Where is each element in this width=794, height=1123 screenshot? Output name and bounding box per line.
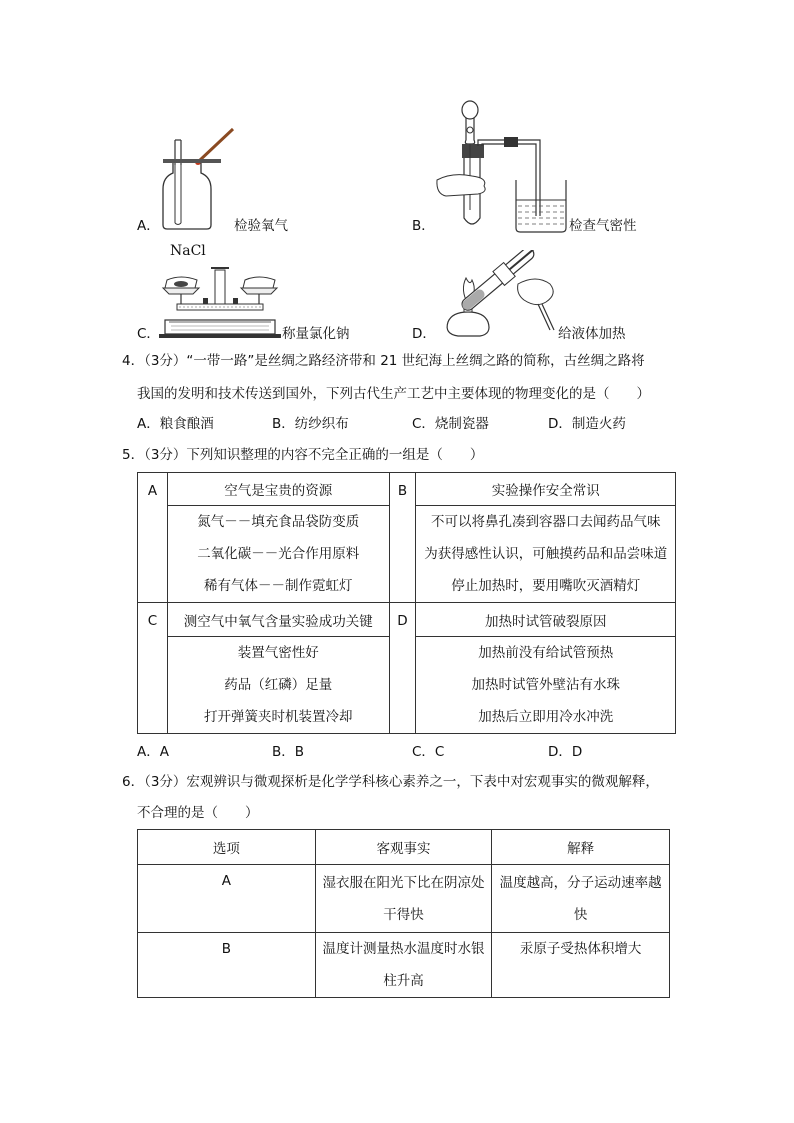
q6-row-b-fact-line: 柱升高 — [383, 973, 424, 989]
q6-row-a-fact — [315, 865, 492, 933]
q3-option-c-letter: C． — [137, 326, 160, 342]
q5-knowledge-table — [137, 472, 676, 734]
q5-block-b-content — [416, 506, 676, 603]
q5-block-c-content — [167, 637, 389, 734]
q5-block-a-content — [167, 506, 389, 603]
table-row — [138, 865, 670, 933]
q5-option-b: B．B — [272, 744, 305, 760]
q5-block-d-line: 加热后立即用冷水冲洗 — [478, 709, 614, 725]
q5-block-d-content — [416, 637, 676, 734]
q4-option-c: C．烧制瓷器 — [412, 416, 489, 432]
q4-option-d: D．制造火药 — [548, 416, 626, 432]
q6-stem-line1: 6．（3分）宏观辨识与微观探析是化学学科核心素养之一，下表中对宏观事实的微观解释， — [122, 774, 659, 790]
balance-illustration — [155, 258, 285, 340]
q6-row-a-explanation — [492, 865, 670, 933]
q3-option-a-caption: 检验氧气 — [234, 218, 288, 234]
q5-block-d-title: 加热时试管破裂原因 — [416, 603, 676, 637]
q5-block-c-line: 装置气密性好 — [237, 645, 319, 661]
q6-row-b-fact — [315, 933, 492, 998]
q3-option-c-caption: 称量氯化钠 — [282, 326, 350, 342]
q5-option-a: A．A — [137, 744, 169, 760]
q6-row-a-option: A — [138, 865, 316, 933]
q6-row-a-explanation-line: 温度越高，分子运动速率越 — [499, 874, 662, 891]
q5-block-b-line: 不可以将鼻孔凑到容器口去闻药品气味 — [430, 514, 661, 530]
q6-stem-line2: 不合理的是（ ） — [137, 805, 259, 821]
q6-row-b-explanation-line: 汞原子受热体积增大 — [519, 941, 642, 957]
q5-block-b-line: 停止加热时，要用嘴吹灭酒精灯 — [451, 578, 641, 594]
q3-option-b-caption: 检查气密性 — [569, 218, 637, 234]
q4-option-a: A．粮食酿酒 — [137, 416, 214, 432]
q6-header-option: 选项 — [138, 830, 316, 865]
q5-block-a-line: 稀有气体－－制作霓虹灯 — [203, 578, 353, 594]
q6-row-a-explanation-line: 快 — [573, 906, 588, 923]
q4-option-b: B．纺纱织布 — [272, 416, 349, 432]
q5-option-d: D．D — [548, 744, 583, 760]
q6-header-fact: 客观事实 — [315, 830, 492, 865]
q3-option-d-caption: 给液体加热 — [558, 326, 626, 342]
q5-block-d-letter: D — [389, 603, 416, 734]
q5-block-c-line: 药品（红磷）足量 — [224, 677, 333, 693]
q5-block-d-line: 加热时试管外壁沾有水珠 — [471, 677, 620, 693]
q5-stem: 5．（3分）下列知识整理的内容不完全正确的一组是（ ） — [122, 447, 484, 463]
q6-explanation-table — [137, 829, 670, 998]
table-row — [138, 933, 670, 998]
q5-block-b-line: 为获得感性认识，可触摸药品和品尝味道 — [424, 546, 668, 562]
q6-row-b-explanation — [492, 933, 670, 998]
q3-option-a-letter: A． — [137, 218, 160, 234]
q4-stem-line1: 4．（3分）“一带一路”是丝绸之路经济带和 21 世纪海上丝绸之路的简称，古丝绸之路将 — [122, 353, 645, 369]
q5-option-c: C．C — [412, 744, 445, 760]
q6-row-a-fact-line: 干得快 — [383, 906, 424, 923]
q6-row-a-fact-line: 湿衣服在阳光下比在阴凉处 — [322, 874, 485, 891]
q5-block-b-title: 实验操作安全常识 — [416, 473, 676, 506]
q5-block-a-line: 氮气－－填充食品袋防变质 — [197, 514, 360, 530]
q6-row-b-option: B — [138, 933, 316, 998]
airtightness-check-illustration — [432, 100, 572, 235]
q6-header-explanation: 解释 — [492, 830, 670, 865]
q3-option-b-letter: B． — [412, 218, 435, 234]
q5-block-a-letter: A — [138, 473, 168, 603]
q5-block-a-title: 空气是宝贵的资源 — [167, 473, 389, 506]
q4-stem-line2: 我国的发明和技术传送到国外，下列古代生产工艺中主要体现的物理变化的是（ ） — [137, 386, 650, 402]
q5-block-c-letter: C — [138, 603, 168, 734]
nacl-label: NaCl — [170, 243, 206, 259]
q5-block-b-letter: B — [389, 473, 416, 603]
oxygen-test-illustration — [155, 125, 240, 230]
q5-block-c-line: 打开弹簧夹时机装置冷却 — [203, 709, 353, 725]
liquid-heating-illustration — [440, 250, 565, 338]
q6-row-b-fact-line: 温度计测量热水温度时水银 — [322, 941, 485, 957]
q5-block-c-title: 测空气中氧气含量实验成功关键 — [167, 603, 389, 637]
q5-block-d-line: 加热前没有给试管预热 — [478, 645, 614, 661]
q5-block-a-line: 二氧化碳－－光合作用原料 — [197, 546, 360, 562]
q3-option-d-letter: D． — [412, 326, 436, 342]
